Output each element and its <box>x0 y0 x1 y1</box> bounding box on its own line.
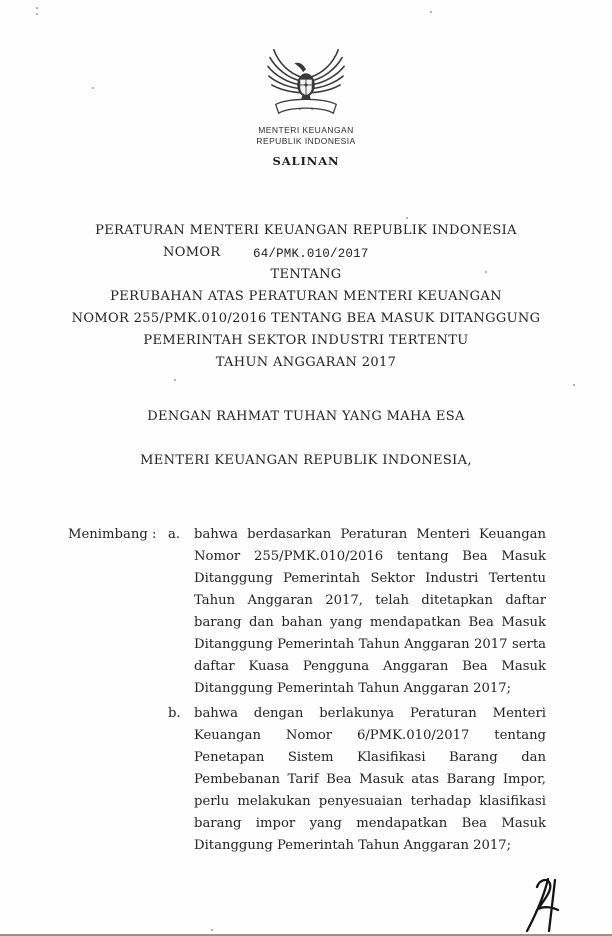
item-text-a: bahwa berdasarkan Peraturan Menteri Keuangan Nomor 255/PMK.010/2016 tentang Bea Masuk Ditanggung Pemerintah Sektor Industri Tertentu Tahun Anggaran 2017, telah ditetapkan daftar barang dan bahan yang mendapatkan Bea Masuk Ditanggung Pemerintah Tahun Anggaran 2017 serta daftar Kuasa Pengguna Anggaran Bea Masuk Ditanggung Pemerintah Tahun Anggaran 2017; <box>194 527 546 696</box>
regulation-number-line <box>0 242 612 264</box>
scan-speck <box>36 7 38 9</box>
spacer <box>68 703 152 857</box>
regulation-heading: PERATURAN MENTERI KEUANGAN REPUBLIK INDONESIA <box>95 223 517 238</box>
about-label: TENTANG <box>270 267 342 282</box>
ministry-name: MENTERI KEUANGAN <box>258 125 354 135</box>
item-marker-a: a. <box>168 527 181 542</box>
ministry-country: REPUBLIK INDONESIA <box>256 136 356 146</box>
subject-line: PERUBAHAN ATAS PERATURAN MENTERI KEUANGAN <box>110 289 502 304</box>
garuda-pancasila-emblem <box>261 40 351 122</box>
considering-label: Menimbang <box>68 527 148 542</box>
scan-speck <box>211 929 213 931</box>
item-marker-b: b. <box>168 706 181 721</box>
subject-line: NOMOR 255/PMK.010/2016 TENTANG BEA MASUK DITANGGUNG <box>71 311 541 326</box>
subject-line: PEMERINTAH SEKTOR INDUSTRI TERTENTU <box>143 333 469 348</box>
scan-speck <box>430 11 432 13</box>
copy-stamp: SALINAN <box>272 154 340 168</box>
issuer: MENTERI KEUANGAN REPUBLIK INDONESIA, <box>140 453 472 468</box>
considering-separator: : <box>152 527 157 542</box>
scan-speck <box>36 13 38 15</box>
title-block <box>0 220 612 472</box>
number-label: NOMOR <box>163 245 221 260</box>
number-value: 64/PMK.010/2017 <box>253 247 369 261</box>
item-text-b: bahwa dengan berlakunya Peraturan Menteri Keuangan Nomor 6/PMK.010/2017 tentang Penetapan Sistem Klasifikasi Barang dan Pembebanan Tarif Bea Masuk atas Barang Impor, perlu melakukan penyesuaian terhadap klasifikasi barang impor yang mendapatkan Bea Masuk Ditanggung Pemerintah Tahun Anggaran 2017; <box>194 706 546 853</box>
considering-section <box>68 524 546 857</box>
spacer <box>152 703 168 857</box>
letterhead <box>0 40 612 168</box>
subject-line: TAHUN ANGGARAN 2017 <box>215 355 397 370</box>
handwritten-initial-mark <box>524 876 566 934</box>
scan-speck <box>406 217 408 219</box>
invocation: DENGAN RAHMAT TUHAN YANG MAHA ESA <box>147 409 465 424</box>
